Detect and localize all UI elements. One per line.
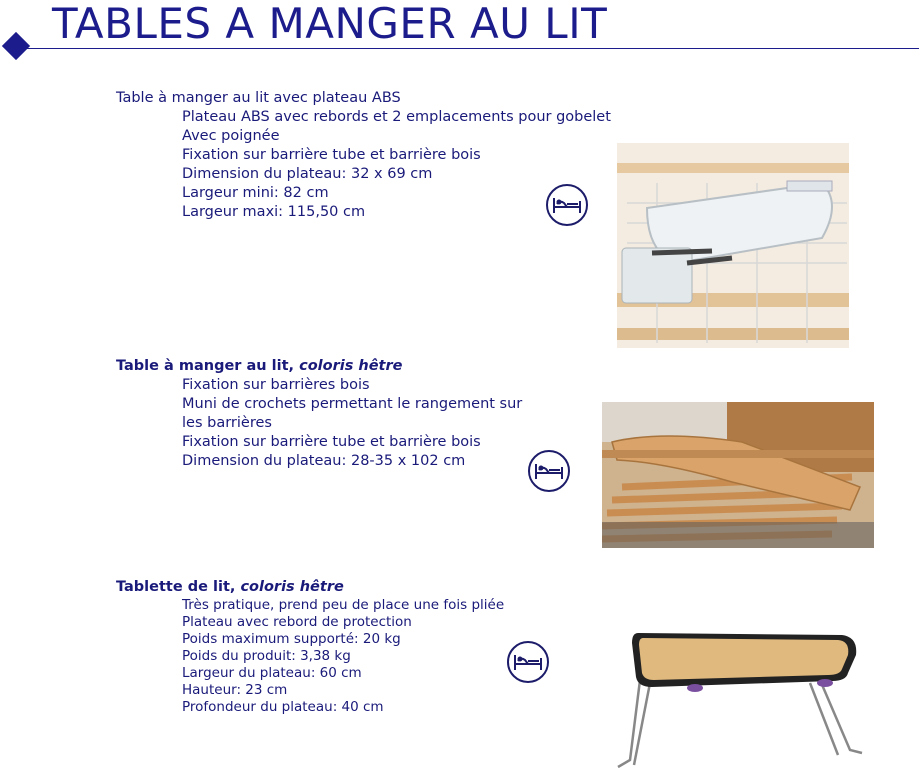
feature-item: Avec poignée xyxy=(182,128,280,144)
diamond-bullet-icon xyxy=(2,32,30,60)
beech-bed-table-photo xyxy=(602,402,874,548)
feature-item: les barrières xyxy=(182,415,272,431)
product-folding-tray xyxy=(116,578,504,716)
feature-item: Largeur du plateau: 60 cm xyxy=(182,665,362,681)
product-beech-table xyxy=(116,357,522,471)
feature-item: Muni de crochets permettant le rangement sur xyxy=(182,396,523,412)
feature-item: Très pratique, prend peu de place une fois pliée xyxy=(182,597,505,613)
bed-icon xyxy=(545,183,589,227)
white-abs-bed-table-photo xyxy=(617,143,849,348)
feature-item: Fixation sur barrière tube et barrière bois xyxy=(182,147,481,163)
page-title: TABLES A MANGER AU LIT xyxy=(52,0,608,48)
feature-item: Dimension du plateau: 32 x 69 cm xyxy=(182,166,433,182)
title-underline xyxy=(24,48,919,49)
feature-list xyxy=(116,597,504,716)
feature-item: Plateau avec rebord de protection xyxy=(182,614,412,630)
product-abs-table xyxy=(116,89,611,222)
feature-item: Poids du produit: 3,38 kg xyxy=(182,648,351,664)
feature-item: Dimension du plateau: 28-35 x 102 cm xyxy=(182,453,466,469)
feature-item: Largeur mini: 82 cm xyxy=(182,185,329,201)
feature-item: Poids maximum supporté: 20 kg xyxy=(182,631,401,647)
feature-item: Fixation sur barrière tube et barrière bois xyxy=(182,434,481,450)
feature-item: Plateau ABS avec rebords et 2 emplacements pour gobelet xyxy=(182,109,611,125)
product-heading: Tablette de lit, coloris hêtre xyxy=(116,579,344,595)
product-heading: Table à manger au lit avec plateau ABS xyxy=(116,90,401,106)
product-heading: Table à manger au lit, coloris hêtre xyxy=(116,358,403,374)
feature-list xyxy=(116,108,611,222)
bed-icon xyxy=(506,640,550,684)
folding-tray-photo xyxy=(610,625,868,773)
feature-item: Profondeur du plateau: 40 cm xyxy=(182,699,384,715)
feature-item: Hauteur: 23 cm xyxy=(182,682,288,698)
feature-item: Fixation sur barrières bois xyxy=(182,377,370,393)
feature-list xyxy=(116,376,522,471)
bed-icon xyxy=(527,449,571,493)
feature-item: Largeur maxi: 115,50 cm xyxy=(182,204,366,220)
